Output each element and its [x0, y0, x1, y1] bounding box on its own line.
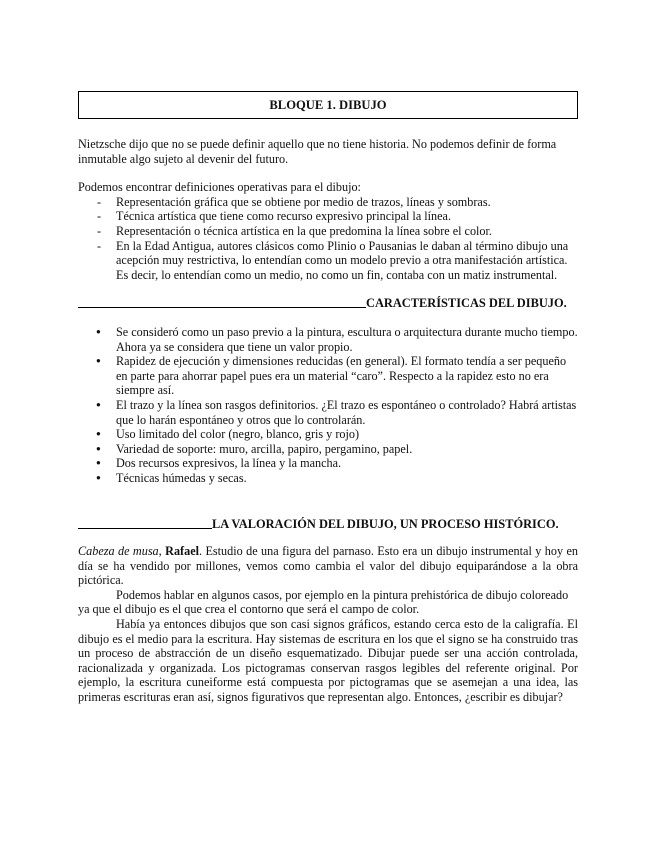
section-title: LA VALORACIÓN DEL DIBUJO, UN PROCESO HISTÓRICO.: [212, 517, 559, 532]
characteristic-item: ● Se consideró como un paso previo a la pintura, escultura o arquitectura durante mucho tiempo. Ahora ya se considera que tiene un valor propio.: [78, 325, 578, 354]
section3-paragraph-1: Cabeza de musa, Rafael. Estudio de una figura del parnaso. Esto era un dibujo instrumental y hoy en día se ha vendido por millones, vemos como cambia el valor del dibujo equiparándose a la obra pictórica.: [78, 544, 578, 588]
section3-paragraph-3: Había ya entonces dibujos que son casi signos gráficos, estando cerca esto de la caligrafía. El dibujo es el medio para la escritura. Hay sistemas de escritura en los que el signo se ha construido tras un proceso de abstracción de un diseño esquematizado. Dibujar puede ser una acción controlada, racionalizada y organizada. Los pictogramas conservan rasgos legibles del referente original. Por ejemplo, la escritura cuneiforme está compuesta por pictogramas que se asemejan a una idea, las primeras escrituras eran así, signos figurativos que representan algo. Entonces, ¿escribir es dibujar?: [78, 617, 578, 704]
section3-paragraph-2: Podemos hablar en algunos casos, por ejemplo en la pintura prehistórica de dibujo coloreado ya que el dibujo es el que crea el contorno que será el campo de color.: [78, 587, 569, 617]
definition-item: - Representación gráfica que se obtiene por medio de trazos, líneas y sombras.: [78, 195, 578, 210]
definition-item: - Técnica artística que tiene como recurso expresivo principal la línea.: [78, 209, 578, 224]
work-title: Cabeza de musa: [78, 544, 159, 559]
definitions-lead: Podemos encontrar definiciones operativas para el dibujo:: [78, 180, 361, 195]
heading-rule: [78, 528, 212, 529]
characteristic-item: ● Dos recursos expresivos, la línea y la mancha.: [78, 456, 578, 471]
intro-paragraph: Nietzsche dijo que no se puede definir aquello que no tiene historia. No podemos definir de forma inmutable algo sujeto al devenir del futuro.: [78, 137, 557, 166]
section-heading-valoracion: [78, 517, 578, 532]
characteristic-item: ● Técnicas húmedas y secas.: [78, 471, 578, 486]
artist-name: Rafael: [165, 544, 199, 559]
characteristic-item: ● El trazo y la línea son rasgos definitorios. ¿El trazo es espontáneo o controlado? Habrá artistas que lo harán espontáneo y otros que lo controlarán.: [78, 398, 578, 427]
title-box: [78, 91, 578, 119]
definition-item: - En la Edad Antigua, autores clásicos como Plinio o Pausanias le daban al término dibujo una acepción muy restrictiva, lo entendían como un modelo previo a otra manifestación artística. Es decir, lo entendían como un medio, no como un fin, contaba con un matiz instrumental.: [78, 239, 578, 283]
section-title: CARACTERÍSTICAS DEL DIBUJO.: [366, 296, 567, 311]
document-page: [78, 91, 578, 705]
characteristics-list: [78, 325, 578, 486]
definitions-list: [78, 195, 578, 283]
definition-item: - Representación o técnica artística en la que predomina la línea sobre el color.: [78, 224, 578, 239]
characteristic-item: ● Uso limitado del color (negro, blanco, gris y rojo): [78, 427, 578, 442]
characteristic-item: ● Variedad de soporte: muro, arcilla, papiro, pergamino, papel.: [78, 442, 578, 457]
heading-rule: [78, 307, 366, 308]
characteristic-item: ● Rapidez de ejecución y dimensiones reducidas (en general). El formato tendía a ser pequeño en parte para ahorrar papel pues era un material “caro”. Respecto a la rapidez esto no era siempre así.: [78, 354, 578, 398]
page-title: BLOQUE 1. DIBUJO: [269, 97, 387, 112]
section-heading-characteristics: [78, 296, 578, 311]
